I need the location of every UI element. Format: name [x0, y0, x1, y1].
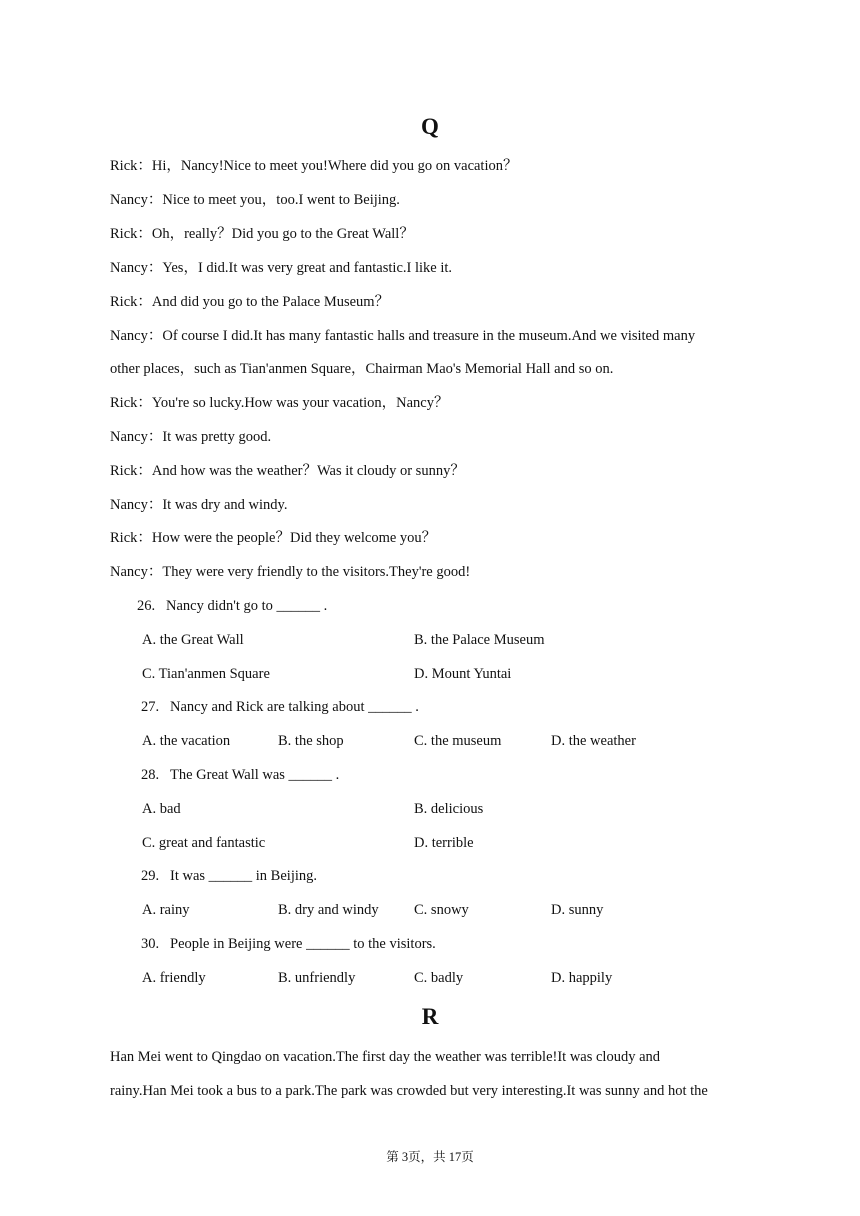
question-stem: 26. Nancy didn't go to ______ . — [137, 598, 328, 614]
answer-option[interactable]: A. rainy — [142, 902, 190, 918]
answer-option[interactable]: D. happily — [551, 970, 613, 986]
answer-option[interactable]: B. the Palace Museum — [414, 632, 545, 648]
answer-option[interactable]: C. snowy — [414, 902, 469, 918]
answer-option[interactable]: A. bad — [142, 801, 181, 817]
answer-option[interactable]: C. Tian'anmen Square — [142, 666, 270, 682]
dialogue-line: Rick：How were the people？Did they welcome you？ — [110, 530, 437, 546]
answer-option[interactable]: B. the shop — [278, 733, 344, 749]
dialogue-line: Rick：You're so lucky.How was your vacation，Nancy？ — [110, 395, 449, 411]
answer-option[interactable]: A. friendly — [142, 970, 206, 986]
question-stem: 29. It was ______ in Beijing. — [141, 868, 318, 884]
question-stem: 30. People in Beijing were ______ to the visitors. — [141, 936, 436, 952]
answer-option[interactable]: D. sunny — [551, 902, 604, 918]
dialogue-line: Nancy：It was pretty good. — [110, 429, 272, 445]
answer-option[interactable]: D. the weather — [551, 733, 636, 749]
section-q-title: Q — [421, 114, 439, 139]
dialogue-line: Nancy：They were very friendly to the visitors.They're good! — [110, 564, 471, 580]
answer-option[interactable]: A. the vacation — [142, 733, 231, 749]
page-number-footer: 第 3页，共 17页 — [386, 1150, 474, 1164]
dialogue-line: Nancy：Of course I did.It has many fantastic halls and treasure in the museum.And we visited many — [110, 328, 696, 344]
answer-option[interactable]: D. Mount Yuntai — [414, 666, 512, 682]
answer-option[interactable]: B. delicious — [414, 801, 484, 817]
dialogue-line: other places，such as Tian'anmen Square，Chairman Mao's Memorial Hall and so on. — [110, 361, 614, 377]
dialogue-line: Nancy：It was dry and windy. — [110, 497, 288, 513]
dialogue-line: Rick：And did you go to the Palace Museum？ — [110, 294, 390, 310]
answer-option[interactable]: A. the Great Wall — [142, 632, 244, 648]
answer-option[interactable]: B. dry and windy — [278, 902, 379, 918]
passage-line: Han Mei went to Qingdao on vacation.The first day the weather was terrible!It was cloudy and — [110, 1049, 661, 1065]
answer-option[interactable]: D. terrible — [414, 835, 474, 851]
section-r-title: R — [421, 1004, 439, 1029]
dialogue-line: Rick：Oh，really？Did you go to the Great Wall？ — [110, 226, 414, 242]
dialogue-line: Rick：Hi，Nancy!Nice to meet you!Where did you go on vacation？ — [110, 158, 518, 174]
answer-option[interactable]: B. unfriendly — [278, 970, 356, 986]
answer-option[interactable]: C. badly — [414, 970, 464, 986]
passage-line: rainy.Han Mei took a bus to a park.The park was crowded but very interesting.It was sunny and hot the — [110, 1083, 708, 1099]
dialogue-line: Nancy：Nice to meet you，too.I went to Beijing. — [110, 192, 400, 208]
answer-option[interactable]: C. great and fantastic — [142, 835, 266, 851]
question-stem: 27. Nancy and Rick are talking about ______ . — [141, 699, 419, 715]
answer-option[interactable]: C. the museum — [414, 733, 502, 749]
dialogue-line: Rick：And how was the weather？Was it cloudy or sunny？ — [110, 463, 465, 479]
question-stem: 28. The Great Wall was ______ . — [141, 767, 340, 783]
dialogue-line: Nancy：Yes，I did.It was very great and fantastic.I like it. — [110, 260, 453, 276]
